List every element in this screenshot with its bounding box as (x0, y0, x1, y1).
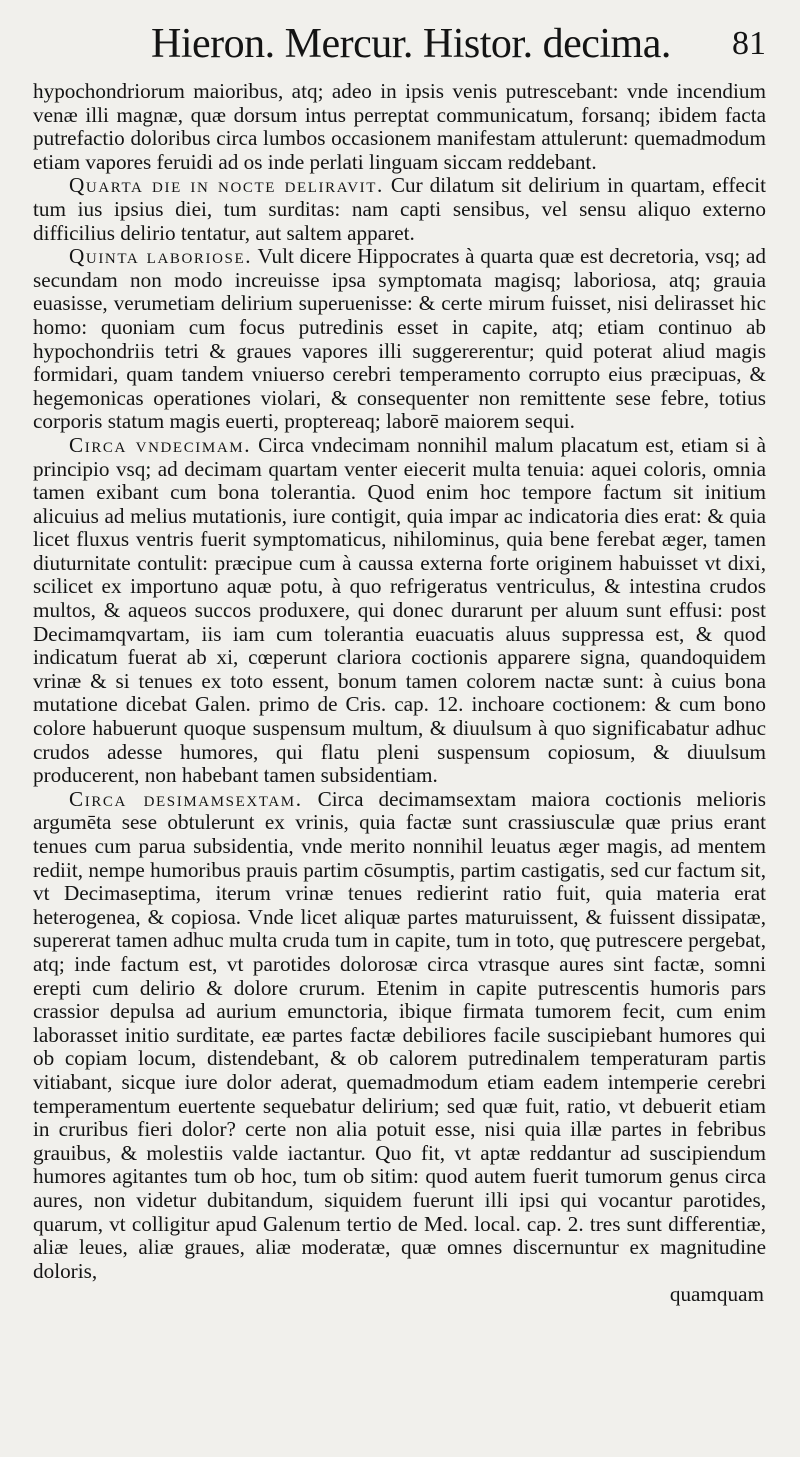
page-number: 81 (732, 25, 766, 62)
paragraph-quinta (33, 245, 766, 434)
paragraph-quarta-die (33, 174, 766, 245)
catchword: quamquam (669, 1282, 764, 1307)
paragraph-lemma: Circa vndecimam. (69, 432, 252, 457)
paragraph-lemma: Circa desimamsextam. (69, 786, 303, 811)
body-text (33, 80, 766, 1307)
paragraph-lemma: Quarta die in nocte deliravit. (69, 173, 384, 198)
paragraph-text: hypochondriorum maioribus, atq; adeo in ipsis venis putrescebant: vnde incendium venæ illi magnæ, quæ dorsum intus perreptat communicatum, forsanq; ibidem facta putrefactio doloribus circa lumbos occasionem manifestam attulerunt: quemadmodum etiam vapores feruidi ad os inde perlati linguam siccam reddebant. (33, 79, 766, 174)
paragraph-text: Vult dicere Hippocrates à quarta quæ est decretoria, vsq; ad secundam non modo increuisse ipsa symptomata magisq; laboriosa, atq; grauia euasisse, verumetiam delirium superuenisse: & certe mirum fuisset, nisi delirasset hic homo: quoniam cum focus putredinis esset in capite, atq; etiam continuo ab hypochondriis tetri & graues vapores illi suggererentur; quid poterat aliud magis formidari, quam tandem vniuerso cerebri temperamento corrupto eius præcipuas, & hegemonicas operationes violari, & consequenter non remittente sese febre, totius corporis statum magis euerti, proptereaq; laborē maiorem sequi. (33, 244, 766, 434)
paragraph-text: Cur dilatum sit delirium in quartam, effecit tum ius ipsius diei, tum surditas: nam capti sensibus, vel sensu aliquo externo difficilius delirio tentatur, aut saltem apparet. (33, 173, 766, 245)
paragraph-circa-vndecimam (33, 434, 766, 788)
running-title: Hieron. Mercur. Histor. decima. (151, 21, 671, 67)
paragraph-text: Circa decimamsextam maiora coctionis melioris argumēta sese obtulerunt ex vrinis, quia factæ sunt crassiusculæ quæ prius erant tenues cum parua subsidentia, vnde merito nonnihil leuatus æger magis, ad mentem rediit, nempe humoribus prauis partim cōsumptis, partim castigatis, sed cur factum sit, vt Decimaseptima, iterum vrinæ tenues redierint ratio fuit, quia materia erat heterogenea, & copiosa. Vnde licet aliquæ partes maturuissent, & fuissent dissipatæ, supererat tamen adhuc multa cruda tum in capite, tum in toto, quę putrescere pergebat, atq; inde factum est, vt parotides dolorosæ circa vtrasque aures sint factæ, somni erepti cum delirio & dolore crurum. Etenim in capite putrescentis humoris pars crassior depulsa ad aurium emunctoria, ibique firmata tumorem fecit, cum enim laborasset initio surditate, eæ partes factæ debiliores facile suscipiebant humores qui ob copiam locum, distendebant, & ob calorem putredinalem temperaturam partis vitiabant, sicque iure dolor aderat, quemadmodum etiam eadem intemperie cerebri temperamentum euertente sequebatur delirium; sed quæ fuit, ratio, vt debuerit etiam in cruribus fieri dolor? certe non alia potuit esse, nisi quia illæ partes in febribus grauibus, & molestiis valde iactantur. Quo fit, vt aptæ reddantur ad suscipiendum humores agitantes tum ob hoc, tum ob sitim: quod autem fuerit tumorum genus circa aures, non videtur dubitandum, siquidem fuerunt illi ipsi qui vocantur parotides, quarum, vt colligitur apud Galenum tertio de Med. local. cap. 2. tres sunt differentiæ, aliæ leues, aliæ graues, aliæ moderatæ, quæ omnes discernuntur ex magnitudine doloris, (33, 786, 766, 1283)
paragraph-lemma: Quinta laboriose. (69, 244, 253, 269)
paragraph-continuation (33, 80, 766, 174)
paragraph-circa-decimamsextam (33, 788, 766, 1283)
paragraph-text: Circa vndecimam nonnihil malum placatum est, etiam si à principio vsq; ad decimam quartam venter eiecerit multa tenuia: aquei coloris, omnia tamen exibant cum bona tolerantia. Quod enim hoc tempore factum sit initium alicuius ad melius mutationis, iure contigit, quia impar ac indicatoria dies erat: & quia licet fluxus ventris fuerit symptomaticus, nihilominus, quia bene ferebat æger, tamen diuturnitate contulit: præcipue cum à caussa externa forte originem habuisset vt dixi, scilicet ex importuno aquæ potu, à quo refrigeratus ventriculus, & intestina crudos multos, & aqueos succos produxere, qui donec durarunt per aluum sunt effusi: post Decimamqvartam, iis iam cum tolerantia euacuatis aluus suppressa est, & quod indicatum fuerat ab xi, cœperunt clariora coctionis apparere signa, quandoquidem vrinæ & si tenues ex toto essent, bonum tamen colorem nactæ sunt: à cuius bona mutatione dicebat Galen. primo de Cris. cap. 12. inchoare coctionem: & cum bono colore habuerunt quoque suspensum multum, & diuulsum à quo significabatur adhuc crudos adesse humores, qui flatu pleni suspensum copiosum, & diuulsum producerent, non habebant tamen subsidentiam. (33, 432, 766, 788)
running-head (33, 0, 766, 80)
